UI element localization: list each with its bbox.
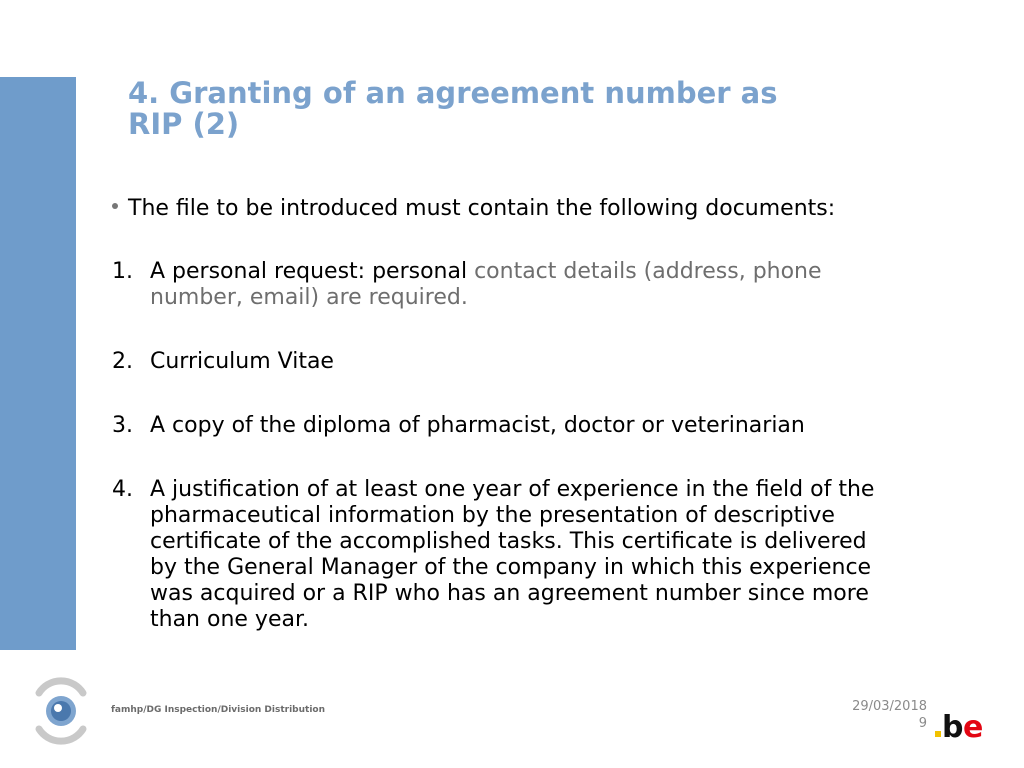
- list-line: certificate of the accomplished tasks. This certificate is delivered: [150, 529, 867, 554]
- bullet-dot-icon: [112, 203, 118, 209]
- footer-date: 29/03/2018: [852, 699, 927, 714]
- list-line: A copy of the diploma of pharmacist, doctor or veterinarian: [150, 413, 805, 438]
- list-text-gray: number, email) are required.: [150, 285, 468, 310]
- list-item-text: [150, 477, 970, 633]
- slide-title: [128, 78, 888, 140]
- slide-title-line-2: RIP (2): [128, 107, 240, 141]
- list-line: Curriculum Vitae: [150, 349, 334, 374]
- famhp-logo-icon: [33, 677, 89, 745]
- footer-meta: [852, 698, 927, 732]
- list-line: was acquired or a RIP who has an agreement number since more: [150, 581, 869, 606]
- intro-text: The file to be introduced must contain the following documents:: [128, 196, 836, 221]
- svg-text:e: e: [963, 710, 984, 744]
- list-number: 3.: [112, 413, 133, 438]
- side-accent-bar: [0, 77, 76, 650]
- svg-text:b: b: [942, 710, 964, 744]
- list-line: [150, 259, 970, 285]
- list-line: A justification of at least one year of experience in the field of the: [150, 477, 875, 502]
- slide-title-line-1: 4. Granting of an agreement number as: [128, 76, 778, 110]
- list-item-text: [150, 259, 970, 311]
- list-number: 1.: [112, 259, 133, 284]
- list-item-text: [150, 349, 970, 375]
- list-line: than one year.: [150, 607, 309, 632]
- list-line: by the General Manager of the company in which this experience: [150, 555, 872, 580]
- list-item-text: [150, 413, 970, 439]
- list-number: 2.: [112, 349, 133, 374]
- be-logo-icon: [934, 700, 992, 744]
- list-text-black: A personal request: personal: [150, 259, 475, 284]
- footer-org: famhp/DG Inspection/Division Distribution: [111, 705, 325, 715]
- list-text-gray: contact details (address, phone: [474, 259, 822, 284]
- list-line: pharmaceutical information by the presentation of descriptive: [150, 503, 835, 528]
- intro-bullet: [112, 196, 835, 222]
- list-number: 4.: [112, 477, 133, 502]
- page-number: 9: [918, 716, 927, 731]
